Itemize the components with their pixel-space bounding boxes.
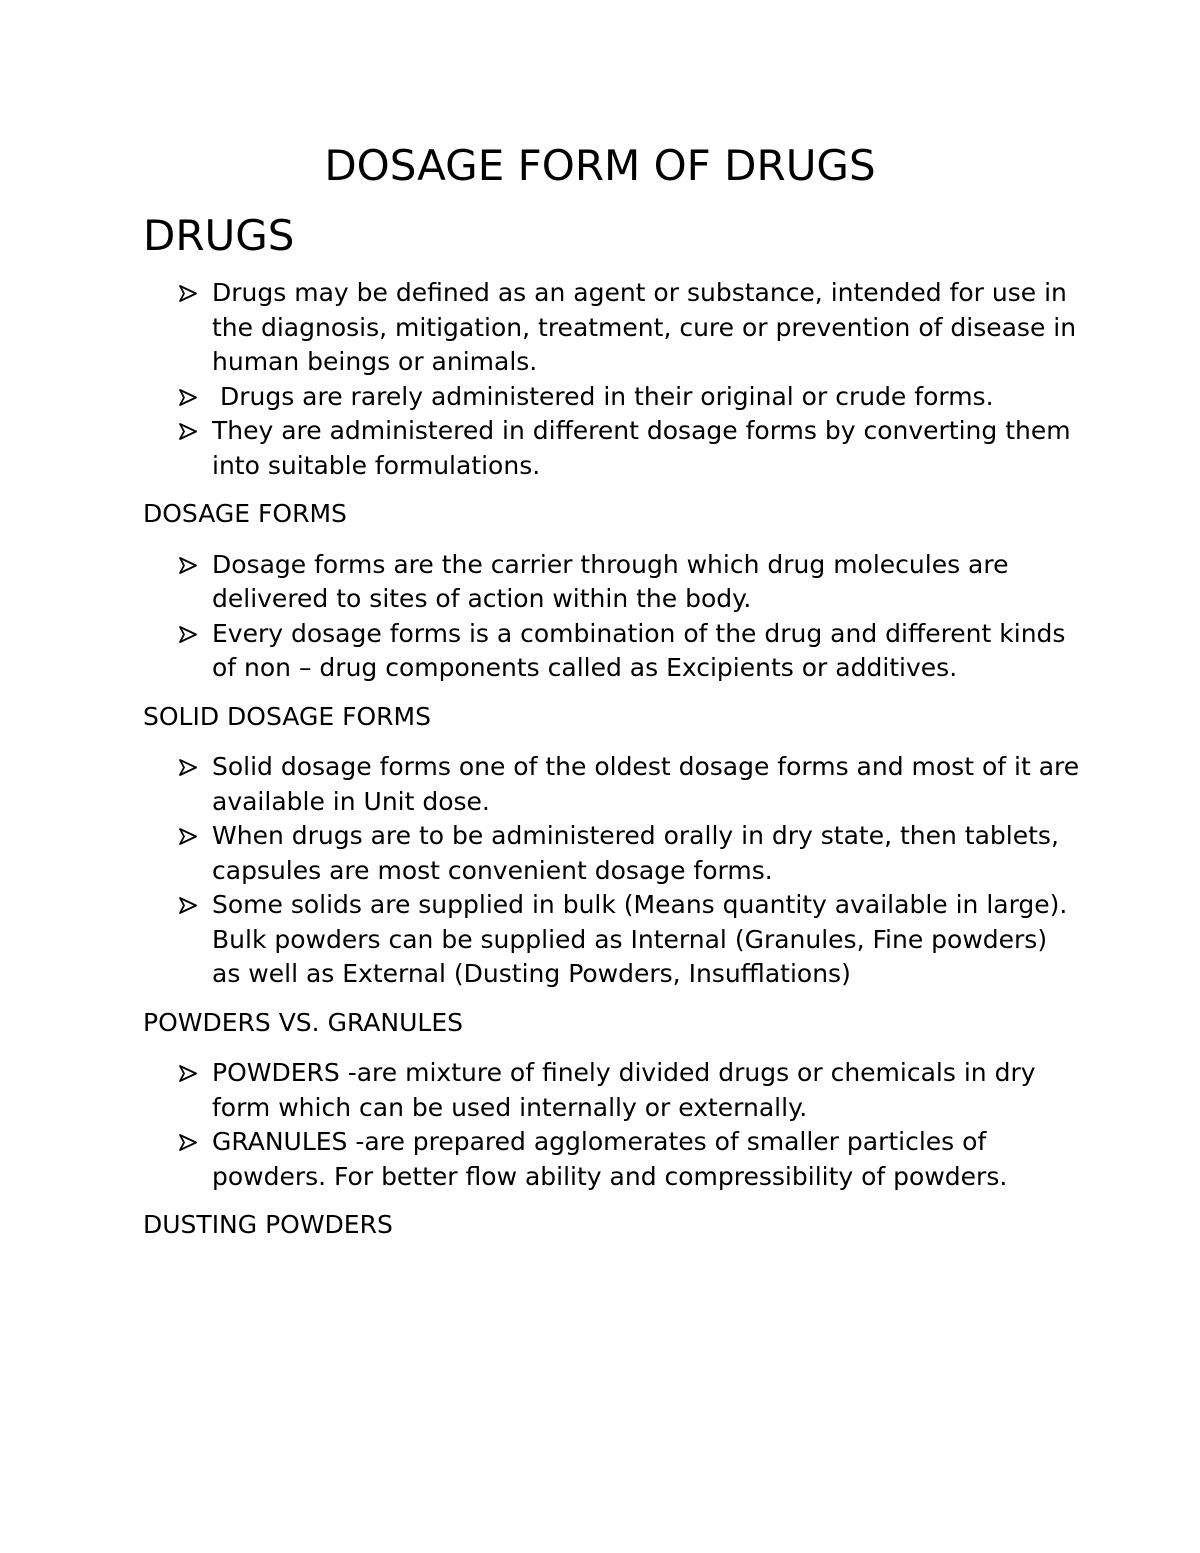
document-title: DOSAGE FORM OF DRUGS [324,141,876,190]
arrowhead-bullet-icon [179,617,201,652]
section-dusting-powders [143,1208,1083,1243]
list-item-text: POWDERS -are mixture of finely divided drugs or chemicals in dry form which can be used internally or externally. [212,1058,1036,1122]
arrowhead-bullet-icon [179,276,201,311]
list-item [143,380,1083,415]
list-item [143,819,1083,888]
list-item-text: GRANULES -are prepared agglomerates of smaller particles of powders. For better flow ability and compressibility of powders. [212,1127,1008,1191]
list-item-text: Drugs may be defined as an agent or substance, intended for use in the diagnosis, mitigation, treatment, cure or prevention of disease in human beings or animals. [212,278,1077,376]
bullet-list [143,750,1083,992]
arrowhead-bullet-icon [179,819,201,854]
list-item [143,617,1083,686]
list-item [143,750,1083,819]
section-heading: SOLID DOSAGE FORMS [143,701,431,731]
list-item [143,1125,1083,1194]
list-item-text: Every dosage forms is a combination of the drug and different kinds of non – drug components called as Excipients or additives. [212,618,1066,682]
list-item-text: Solid dosage forms one of the oldest dosage forms and most of it are available in Unit dose. [212,752,1080,816]
list-item [143,414,1083,483]
list-item-text: Drugs are rarely administered in their original or crude forms. [212,381,994,411]
list-item [143,1056,1083,1125]
section-heading: DUSTING POWDERS [143,1210,393,1239]
list-item-text: Dosage forms are the carrier through which drug molecules are delivered to sites of action within the body. [212,549,1009,613]
bullet-list [143,276,1083,483]
arrowhead-bullet-icon [179,888,201,923]
list-item-text: Some solids are supplied in bulk (Means quantity available in large). Bulk powders can be supplied as Internal (Granules, Fine powders) as well as External (Dusting Powders, Insufflations) [212,890,1068,988]
document-body [143,208,1083,1259]
arrowhead-bullet-icon [179,750,201,785]
list-item-text: They are administered in different dosage forms by converting them into suitable formulations. [212,416,1071,480]
section-heading: DOSAGE FORMS [143,499,347,528]
arrowhead-bullet-icon [179,1056,201,1091]
bullet-list [143,1056,1083,1194]
section-solid-dosage-forms [143,700,1083,992]
arrowhead-bullet-icon [179,1125,201,1160]
bullet-list [143,548,1083,686]
arrowhead-bullet-icon [179,380,201,415]
section-heading: POWDERS VS. GRANULES [143,1007,463,1037]
arrowhead-bullet-icon [179,414,201,449]
list-item [143,276,1083,380]
list-item-text: When drugs are to be administered orally in dry state, then tablets, capsules are most convenient dosage forms. [212,821,1059,885]
section-powders-vs-granules [143,1006,1083,1195]
arrowhead-bullet-icon [179,548,201,583]
list-item [143,888,1083,992]
section-dosage-forms [143,497,1083,686]
section-drugs [143,208,1083,483]
list-item [143,548,1083,617]
section-heading: DRUGS [143,211,295,260]
